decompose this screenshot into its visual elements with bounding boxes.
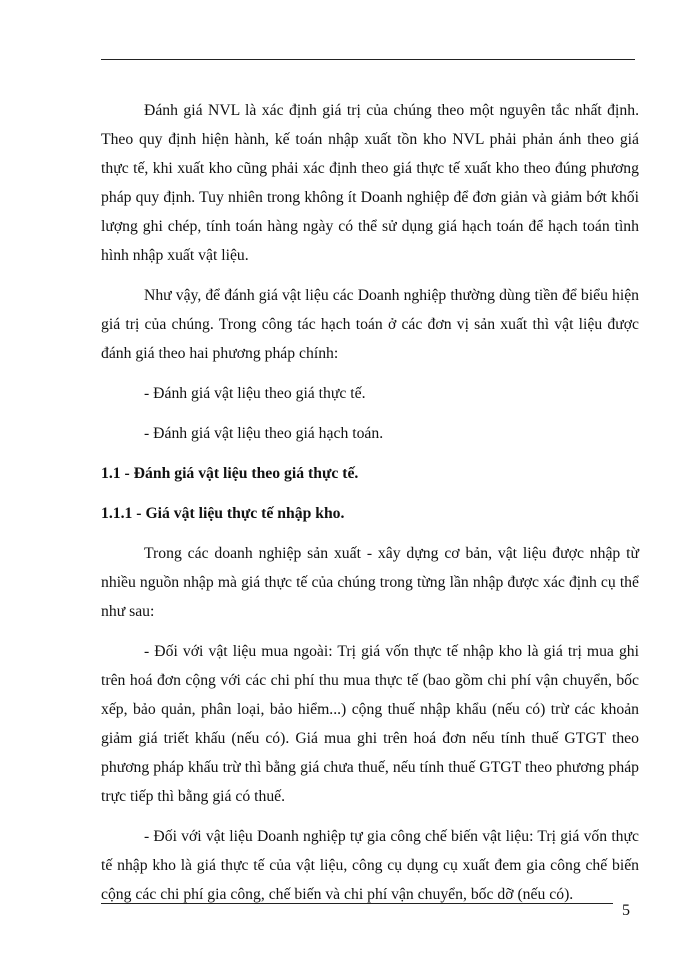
bullet-item: - Đánh giá vật liệu theo giá hạch toán. [144, 425, 384, 442]
paragraph: Như vậy, để đánh giá vật liệu các Doanh nghiệp thường dùng tiền để biểu hiện giá trị của chúng. Trong công tác hạch toán ở các đơn vị sản xuất thì vật liệu được đánh giá theo hai phương pháp chính: [101, 287, 639, 362]
paragraph: Đánh giá NVL là xác định giá trị của chúng theo một nguyên tắc nhất định. Theo quy định hiện hành, kế toán nhập xuất tồn kho NVL phải phản ánh theo giá thực tế, khi xuất kho cũng phải xác định theo giá thực tế xuất kho theo đúng phương pháp quy định. Tuy nhiên trong không ít Doanh nghiệp để đơn giản và giảm bớt khối lượng ghi chép, tính toán hàng ngày có thể sử dụng giá hạch toán để hạch toán tình hình nhập xuất vật liệu. [101, 102, 639, 264]
paragraph: Trong các doanh nghiệp sản xuất - xây dựng cơ bản, vật liệu được nhập từ nhiều nguồn nhập mà giá thực tế của chúng trong từng lần nhập được xác định cụ thể như sau: [101, 545, 639, 620]
bullet-item: - Đánh giá vật liệu theo giá thực tế. [144, 385, 366, 402]
bullet-item: - Đối với vật liệu mua ngoài: Trị giá vốn thực tế nhập kho là giá trị mua ghi trên hoá đơn cộng với các chi phí thu mua thực tế (bao gồm chi phí vận chuyển, bốc xếp, bảo quản, phân loại, bảo hiểm...) cộng thuế nhập khẩu (nếu có) trừ các khoản giảm giá triết khấu (nếu có). Giá mua ghi trên hoá đơn nếu tính thuế GTGT theo phương pháp khấu trừ thì bằng giá chưa thuế, nếu tính thuế GTGT theo phương pháp trực tiếp thì bằng giá có thuế. [101, 643, 639, 805]
header-rule [101, 59, 635, 60]
section-heading: 1.1 - Đánh giá vật liệu theo giá thực tế. [101, 465, 359, 482]
page-number: 5 [622, 902, 630, 919]
subsection-heading: 1.1.1 - Giá vật liệu thực tế nhập kho. [101, 505, 345, 522]
footer-rule [101, 903, 613, 904]
bullet-item: - Đối với vật liệu Doanh nghiệp tự gia công chế biến vật liệu: Trị giá vốn thực tế nhập kho là giá thực tế của vật liệu, công cụ dụng cụ xuất đem gia công chế biến cộng các chi phí gia công, chế biến và chi phí vận chuyển, bốc dỡ (nếu có). [101, 828, 639, 903]
document-body [101, 96, 639, 920]
